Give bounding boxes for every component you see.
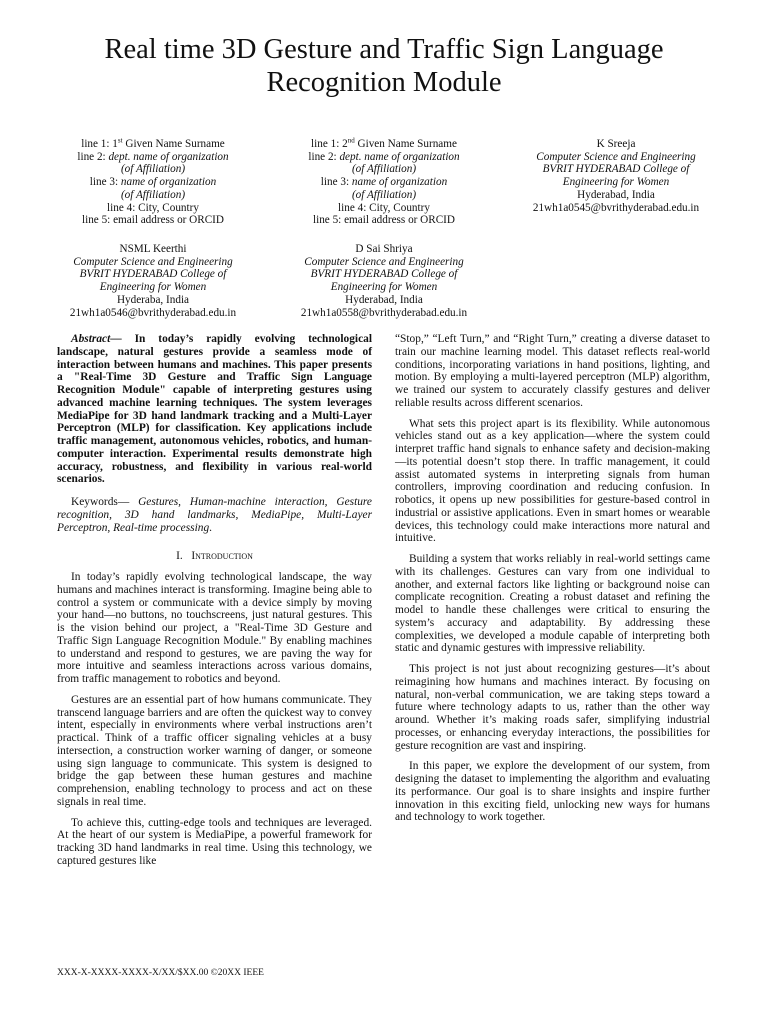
author-org: BVRIT HYDERABAD College of	[542, 163, 690, 176]
author-3	[496, 138, 736, 214]
author-affiliation-note: (of Affiliation)	[351, 188, 417, 201]
author-email: 21wh1a0558@bvrithyderabad.edu.in	[300, 306, 468, 319]
copyright-footer: XXX-X-XXXX-XXXX-X/XX/$XX.00 ©20XX IEEE	[57, 968, 264, 978]
ordinal-suffix: nd	[347, 136, 355, 145]
author-email: line 5: email address or ORCID	[82, 214, 224, 227]
author-email: 21wh1a0546@bvrithyderabad.edu.in	[69, 306, 237, 319]
author-4	[33, 243, 273, 319]
paragraph: To achieve this, cutting-edge tools and techniques are leveraged. At the heart of our system is MediaPipe, a powerful framework for tracking 3D hand landmarks in real time. Using this technology, we captured gestures like	[57, 816, 372, 867]
author-org: name of organization	[120, 176, 217, 189]
author-name: NSML Keerthi	[119, 243, 187, 255]
author-org: name of organization	[351, 176, 448, 189]
keywords-label: Keywords—	[71, 496, 139, 508]
author-line-1-rest: Given Name Surname	[354, 138, 457, 150]
author-dept: Computer Science and Engineering	[304, 255, 464, 268]
paragraph: In today’s rapidly evolving technological landscape, the way humans and machines interact is transforming. Imagine being able to control a system or communicate with a device simply by moving your hand—no buttons, no touchscreens, just natural gestures. This is the vision behind our project, a "Real-Time 3D Gesture and Traffic Sign Language Recognition Module." By enabling machines to understand and respond to gestures, we are paving the way for more intuitive and seamless interactions across various domains, from traffic management to robotics and beyond.	[57, 571, 372, 685]
author-org: Engineering for Women	[99, 281, 207, 294]
left-column	[57, 333, 372, 876]
author-line-3-label: line 3:	[320, 176, 352, 189]
keywords-end: .	[209, 521, 213, 534]
author-dept: Computer Science and Engineering	[536, 150, 696, 163]
author-city: Hyderabad, India	[345, 293, 423, 306]
paragraph: Building a system that works reliably in real-world settings came with its challenges. Gestures can vary from one individual to another, and external factors like lighting or background noise can complicate recognition. Creating a robust dataset and refining the model to handle these challenges were critical to ensuring the system’s accuracy and adaptability. By addressing these complexities, we developed a module capable of interpreting both static and dynamic gestures with impressive reliability.	[395, 553, 710, 655]
author-city: Hyderabad, India	[577, 188, 655, 201]
author-affiliation-note: (of Affiliation)	[120, 163, 186, 176]
paragraph: Gestures are an essential part of how humans communicate. They transcend language barriers and are often the quickest way to convey intent, especially in environments where verbal instructions aren’t practical. Think of a traffic officer signaling vehicles at a busy intersection, a construction worker warning of danger, or someone using sign language to communicate. This system is designed to bridge the gap between these human gestures and machine comprehension, enabling technology to process and act on these signals in real time.	[57, 693, 372, 808]
author-city: Hyderaba, India	[116, 293, 190, 306]
author-city: line 4: City, Country	[107, 201, 199, 214]
right-column	[395, 333, 710, 832]
author-name: K Sreeja	[596, 138, 636, 150]
author-line-3-label: line 3:	[89, 176, 121, 189]
author-affiliation-note: (of Affiliation)	[351, 163, 417, 176]
author-name: D Sai Shriya	[355, 243, 413, 255]
author-dept: dept. name of organization	[339, 150, 460, 163]
author-line-2-label: line 2:	[77, 150, 109, 163]
author-dept: dept. name of organization	[108, 150, 229, 163]
ordinal-suffix: st	[117, 136, 123, 145]
abstract	[57, 333, 372, 486]
author-org: Engineering for Women	[330, 281, 438, 294]
author-email: 21wh1a0545@bvrithyderabad.edu.in	[532, 201, 700, 214]
author-line-1: line 1: 1	[81, 138, 118, 150]
paragraph: What sets this project apart is its flexibility. While autonomous vehicles stand out as a key application—where the system could interpret traffic hand signals to enhance safety and decision-making—its potential doesn’t stop there. In traffic management, it could assist automated systems in interpreting signals from human controllers, improving coordination and reducing confusion. In robotics, it opens up new possibilities for gesture-based control in industrial or assistive applications. Even in smart homes or wearable devices, this technology could make interactions more natural and intuitive.	[395, 417, 710, 545]
author-dept: Computer Science and Engineering	[73, 255, 233, 268]
author-line-2-label: line 2:	[308, 150, 340, 163]
author-org: BVRIT HYDERABAD College of	[310, 268, 458, 281]
author-email: line 5: email address or ORCID	[313, 214, 455, 227]
section-number: I.	[176, 550, 183, 563]
paragraph: “Stop,” “Left Turn,” and “Right Turn,” creating a diverse dataset to train our machine learning model. This dataset reflects real-world conditions, incorporating variations in hand positions, lighting, and motion. By employing a multi-layered perceptron (MLP) algorithm, we trained our system to accurately classify gestures and deliver reliable results across different scenarios.	[395, 333, 710, 409]
paper-title: Real time 3D Gesture and Traffic Sign Language Recognition Module	[104, 34, 664, 98]
keywords-text: Gestures, Human-machine interaction, Gesture recognition, 3D hand landmarks, MediaPipe, Multi-Layer Perceptron, Real-time processing	[57, 496, 372, 534]
paragraph: In this paper, we explore the development of our system, from designing the dataset to implementing the algorithm and evaluating its performance. Our goal is to share insights and inspire further innovation in this exciting field, unlocking new ways for humans and technology to work together.	[395, 760, 710, 824]
paragraph: This project is not just about recognizing gestures—it’s about reimagining how humans and machines interact. By focusing on natural, non-verbal communication, we are taking steps toward a future where technology adapts to us, rather than the other way around. Whether it’s making roads safer, simplifying industrial processes, or enhancing everyday interactions, the possibilities for gesture recognition are vast and inspiring.	[395, 663, 710, 752]
author-1	[33, 138, 273, 227]
author-5	[264, 243, 504, 319]
section-title: Introduction	[191, 550, 253, 563]
author-line-1: line 1: 2	[311, 138, 348, 150]
section-heading	[57, 550, 372, 563]
author-org: Engineering for Women	[562, 176, 670, 189]
author-2	[264, 138, 504, 227]
abstract-text: — In today’s rapidly evolving technological landscape, natural gestures provide a seamless mode of interaction between humans and machines. This paper presents a "Real-Time 3D Gesture and Traffic Sign Language Recognition Module" capable of interpreting gestures using advanced machine learning techniques. The system leverages MediaPipe for 3D hand landmark tracking and a Multi-Layer Perceptron (MLP) for classification. Key applications include traffic management, autonomous vehicles, robotics, and human-computer interaction. Experimental results demonstrate high accuracy, robustness, and flexibility in various real-world scenarios.	[57, 333, 372, 486]
abstract-label: Abstract	[71, 333, 111, 345]
author-org: BVRIT HYDERABAD College of	[79, 268, 227, 281]
author-city: line 4: City, Country	[338, 201, 430, 214]
author-line-1-rest: Given Name Surname	[122, 138, 225, 150]
author-affiliation-note: (of Affiliation)	[120, 188, 186, 201]
keywords	[57, 496, 372, 534]
